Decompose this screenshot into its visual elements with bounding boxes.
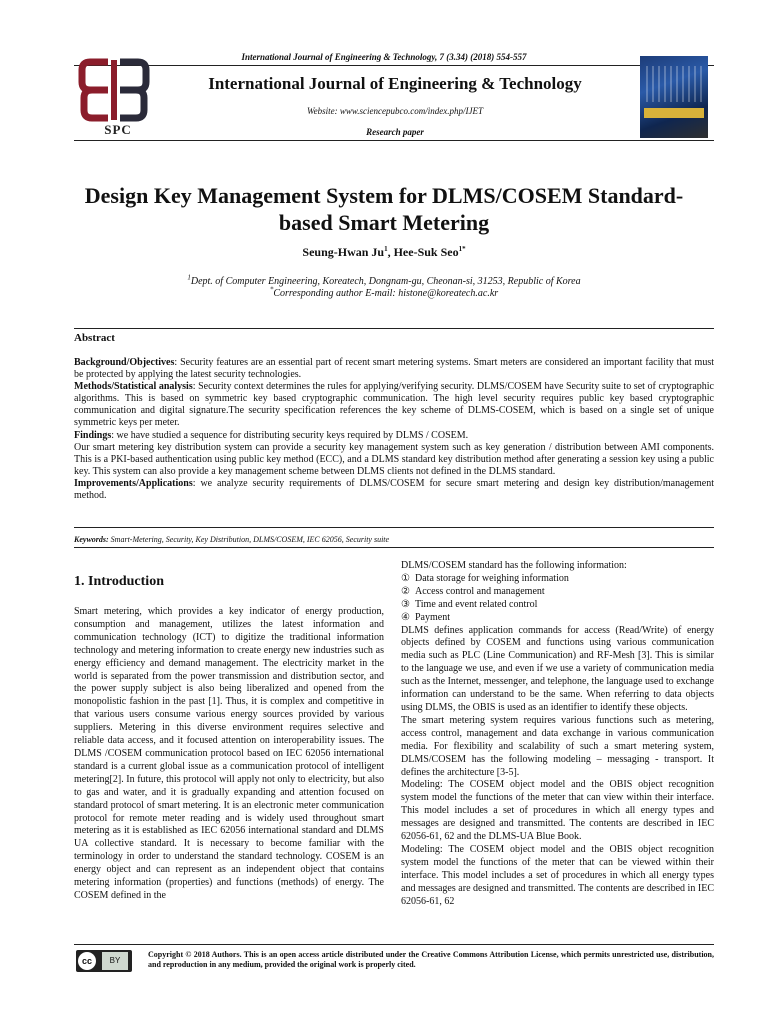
corresponding-line — [0, 285, 768, 300]
author-name: Hee-Suk Seo — [393, 245, 459, 259]
column-left — [74, 606, 384, 903]
journal-title: International Journal of Engineering & Technology — [208, 74, 582, 93]
paper-title: Design Key Management System for DLMS/COSEM Standard-based Smart Metering — [84, 183, 684, 235]
affil-mark: * — [269, 285, 274, 294]
author-affil-mark: 1 — [384, 245, 388, 253]
abstract-rule-top — [74, 328, 714, 329]
column-right — [401, 560, 714, 908]
author-separator: , — [387, 245, 394, 259]
cc-license-icon[interactable] — [76, 950, 132, 972]
list-item — [401, 612, 714, 625]
abstract-text: : we have studied a sequence for distributing security keys required by DLMS / COSEM. — [111, 429, 469, 441]
abstract-findings — [74, 430, 714, 442]
journal-website[interactable]: Website: www.sciencepubco.com/index.php/IJET — [307, 106, 483, 116]
affiliation-line — [0, 273, 768, 288]
abstract-heading: Abstract — [74, 332, 115, 344]
keywords-label: Keywords: — [74, 535, 109, 544]
author-affil-mark: 1* — [458, 245, 466, 253]
body-paragraph: DLMS/COSEM standard has the following information: — [401, 560, 627, 571]
body-paragraph: Modeling: The COSEM object model and the OBIS object recognition system model the functions of the meter that can view within their interface. This model includes a set of procedures in which all energy types and messages are designed and transmitted. The contents are described in IEC 62056-61, 62 and the DLMS-UA Blue Book. — [401, 779, 714, 843]
list-text: Payment — [415, 611, 450, 623]
list-text: Access control and management — [415, 585, 545, 597]
abstract-label: Methods/Statistical analysis — [74, 381, 193, 393]
list-text: Data storage for weighing information — [415, 572, 569, 584]
body-paragraph: Modeling: The COSEM object model and the OBIS object recognition system model the functions of the meter that can be viewed within their interface. This model includes a set of procedures in which all energy types and messages are designed and transmitted. The contents are described in IEC 62056-61, 62 — [401, 843, 714, 907]
abstract-text: : Security context determines the rules for applying/verifying security. DLMS/COSEM have Security suite to set of cryptographic algorithms. This is based on symmetric key based cryptographic communication. The high level security requires public key based cryptographic communication and digital signature.The security specification references the key scheme of DLMS-COSEM, which is based on a single set of unique symmetric keys per meter. — [74, 381, 714, 429]
author-name: Seung-Hwan Ju — [302, 245, 385, 259]
abstract-text: : Security features are an essential part of recent smart metering systems. Smart meters are considered an important facility that must be protected by applying the latest security technologies. — [74, 357, 714, 381]
list-number: ① — [401, 572, 410, 584]
list-number: ③ — [401, 598, 410, 610]
journal-cover-image — [640, 56, 708, 138]
publisher-logo-text: SPC — [104, 122, 132, 137]
cover-pattern — [646, 66, 702, 102]
copyright-notice: Copyright © 2018 Authors. This is an open access article distributed under the Creative Commons Attribution License, which permits unrestricted use, distribution, and reproduction in any medium, provided the original work is properly cited. — [148, 950, 714, 969]
footer-rule — [74, 944, 714, 945]
abstract-label: Improvements/Applications — [74, 477, 193, 489]
author-list — [0, 245, 768, 260]
affil-mark: 1 — [187, 273, 191, 282]
abstract-background — [74, 357, 714, 381]
list-number: ④ — [401, 611, 410, 623]
abstract-findings-detail: Our smart metering key distribution system can provide a security key management system such as key generation / distribution between AMI components. This is a PKI-based authentication using public key method (ECC), and a DLMS standard key distribution method after generating a session key using a public key. This system can also provide a key management scheme between DLMS clients not defined in the DLMS standard. — [74, 441, 714, 477]
corresponding-author-email[interactable]: Corresponding author E-mail: histone@koreatech.ac.kr — [273, 288, 499, 299]
header-rule-top — [74, 65, 714, 66]
article-type: Research paper — [366, 127, 424, 137]
section-heading: 1. Introduction — [74, 574, 164, 589]
affiliations — [0, 273, 768, 300]
affiliation-text: Dept. of Computer Engineering, Koreatech, Dongnam-gu, Cheonan-si, 31253, Republic of Korea — [190, 276, 581, 287]
abstract-methods — [74, 381, 714, 429]
cc-by-badge: BY — [102, 952, 128, 970]
body-paragraph: Smart metering, which provides a key indicator of energy production, consumption and management, utilizes the latest information and communication technology (ICT) to digitize the traditional information technology and metering information to create energy new industries such as energy efficiency and demand management. The electricity market in the world is separated from the power transmission and distribution sector, and the power supply subject is also being liberalized and opened from the monopolistic fashion in the past [1]. Thus, it is complex and competitive in that various users consume various energy sources provided by various suppliers. Metering in this diverse environment requires selective and reliable data access, and it focused attention on interoperability issues. The DLMS /COSEM communication protocol based on IEC 62056 international standard is a current global issue as a communication protocol of intelligent metering[2]. In future, this protocol will apply not only to electricity, but also to gas and water, and it is gradually expanding and attention focused on standard protocol of smart metering. It is an electronic meter communication protocol for remote meter reading and is widely used throughout smart metering as it is established as IEC 62056 international standard and DLMS UA collective standard. It is necessary to become familiar with the terminology in order to understand the standard technology. COSEM is an energy object and can represent as an independent object that contains metering information (properties) and functions (methods) of energy. The COSEM defined in the — [74, 606, 384, 901]
body-paragraph: The smart metering system requires various functions such as metering, access control, management and data exchange in various communication media. For flexibility and scalability of such a smart metering system, DLMS/COSEM has the following modeling – messaging - transport. It defines the architecture [3-5]. — [401, 714, 714, 778]
keywords — [74, 535, 389, 544]
abstract-label: Findings — [74, 429, 112, 441]
list-item — [401, 599, 714, 612]
abstract-improvements — [74, 478, 714, 502]
list-number: ② — [401, 585, 410, 597]
keywords-rule — [74, 547, 714, 548]
header-rule-bottom — [74, 140, 714, 141]
abstract-text: : we analyze security requirements of DLMS/COSEM for secure smart metering and design key distribution/management method. — [74, 477, 714, 502]
keywords-text: Smart-Metering, Security, Key Distribution, DLMS/COSEM, IEC 62056, Security suite — [108, 535, 390, 544]
abstract-body — [74, 357, 714, 502]
abstract-label: Background/Objectives — [74, 357, 175, 368]
abstract-rule-bottom — [74, 527, 714, 528]
journal-reference: International Journal of Engineering & Technology, 7 (3.34) (2018) 554-557 — [241, 52, 527, 62]
cc-badge: cc — [78, 952, 96, 970]
cover-band — [644, 108, 704, 118]
list-text: Time and event related control — [415, 598, 538, 610]
body-paragraph: DLMS defines application commands for access (Read/Write) of energy objects defined by COSEM and functions using various communication media such as PLC (Line Communication) and RF-Mesh [3]. This is similar to the language we use, and even if we use a variety of communication media such as the Internet, messenger, and telephone, the language used to exchange information can understand to be the same. When referring to data objects using DLMS, the OBIS is used as an identifier to identify these objects. — [401, 624, 714, 713]
list-item — [401, 573, 714, 586]
list-item — [401, 586, 714, 599]
